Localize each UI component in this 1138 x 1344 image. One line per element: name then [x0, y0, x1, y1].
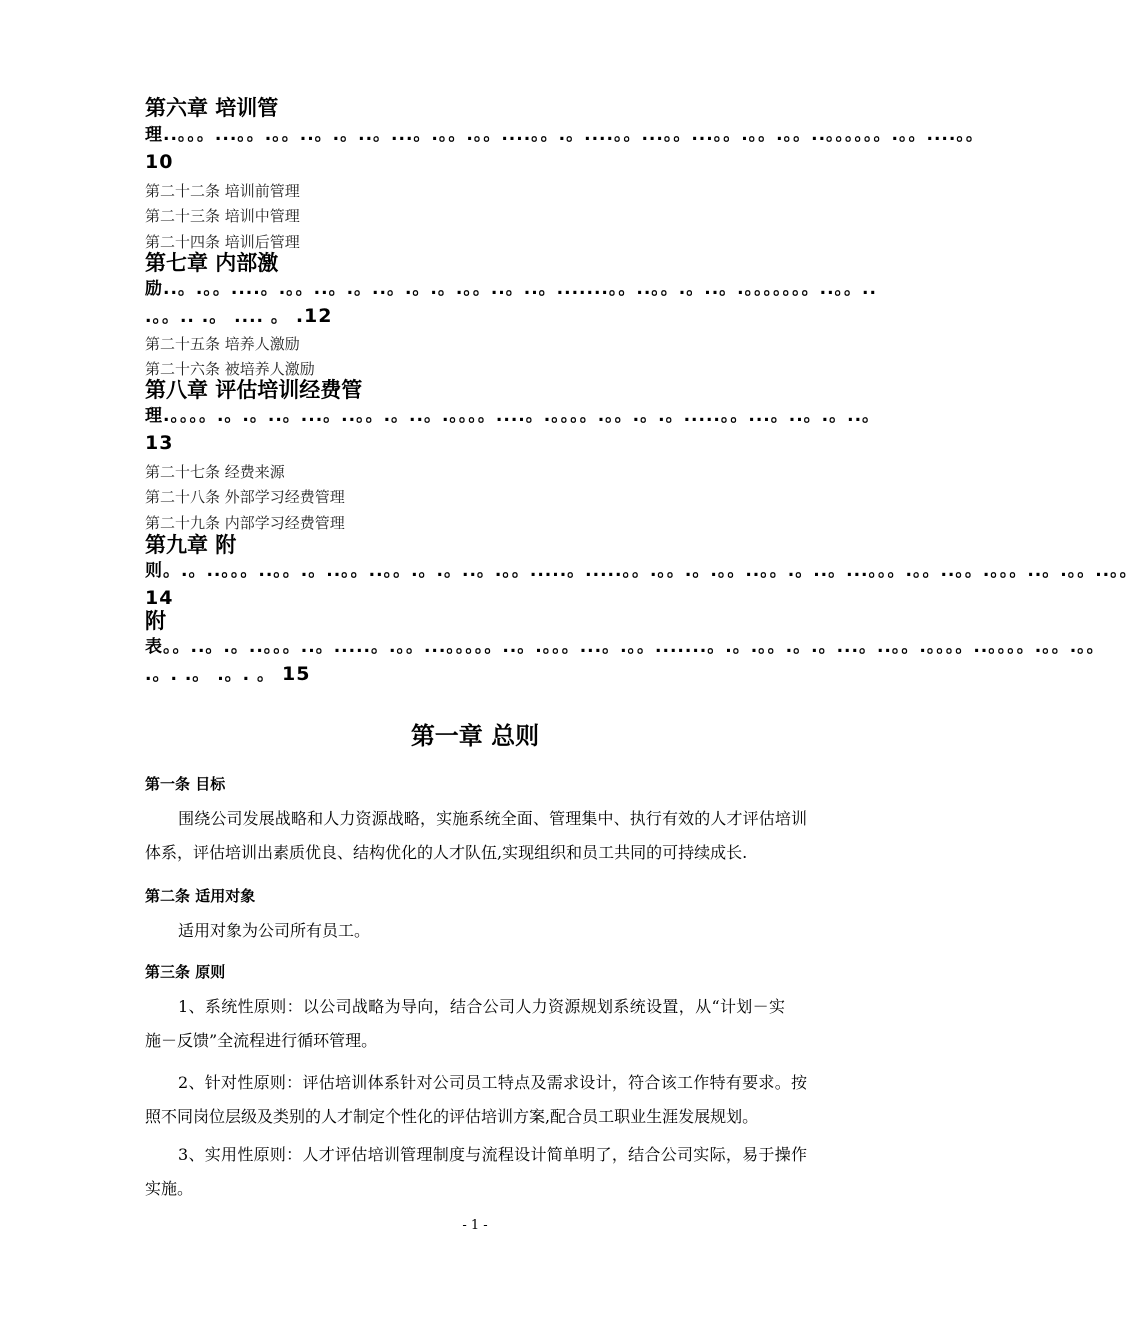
toc-page-number: 13: [145, 432, 174, 454]
article-paragraph: 围绕公司发展战略和人力资源战略，实施系统全面、管理集中、执行有效的人才评估培训体系，评估培训出素质优良、结构优化的人才队伍,实现组织和员工共同的可持续成长.: [145, 809, 807, 862]
toc-chapter-title: 附: [145, 609, 166, 633]
toc-article: 第二十二条 培训前管理: [145, 182, 300, 200]
toc-article: 第二十五条 培养人激励: [145, 335, 300, 353]
article-paragraph: 1、系统性原则：以公司战略为导向，结合公司人力资源规划系统设置，从“计划－实施－反馈”全流程进行循环管理。: [145, 997, 785, 1050]
article-paragraph: 2、针对性原则：评估培训体系针对公司员工特点及需求设计，符合该工作特有要求。按照不同岗位层级及类别的人才制定个性化的评估培训方案,配合员工职业生涯发展规划。: [145, 1073, 807, 1126]
toc-leader: 理.。。。。.。.。..。...。..。。.。..。.。。。。....。.。。。。.。。.。.。.....。。...。..。.。..。 13: [145, 406, 881, 454]
toc-article: 第二十三条 培训中管理: [145, 207, 300, 225]
toc-chapter-title: 第九章 附: [145, 533, 237, 557]
chapter-title: 第一章 总则: [410, 722, 540, 750]
page-number: - 1 -: [462, 1218, 488, 1233]
article-heading: 第二条 适用对象: [145, 887, 256, 905]
toc-article: 第二十四条 培训后管理: [145, 233, 300, 251]
article-paragraph: 适用对象为公司所有员工。: [178, 921, 371, 940]
article-heading: 第三条 原则: [145, 963, 226, 981]
toc-page-number: 15: [281, 663, 311, 685]
toc-article: 第二十七条 经费来源: [145, 463, 285, 481]
toc-page-number: 14: [145, 587, 174, 609]
toc-article: 第二十九条 内部学习经费管理: [145, 514, 345, 532]
toc-leader: 励..。.。。....。.。。..。.。..。.。.。.。。..。..。.......。。..。。.。..。.。。。。。。。..。。.. .。。.. .。 .... 。 .12: [145, 279, 877, 327]
toc-chapter-title: 第六章 培训管: [145, 96, 279, 120]
toc-article: 第二十八条 外部学习经费管理: [145, 488, 345, 506]
toc-chapter-title: 第八章 评估培训经费管: [145, 378, 363, 402]
article-heading: 第一条 目标: [145, 775, 226, 793]
toc-leader: 则。.。..。。。..。。.。..。。..。。.。.。..。.。。.....。.....。。.。。.。.。。..。。.。..。...。。。.。。..。。.。。。..。.。。..。。 14: [145, 561, 1138, 609]
toc-leader: 理..。。。...。。.。。..。.。..。...。.。。.。。....。。.。....。。...。。...。。.。。.。。..。。。。。。.。。....。。 10: [145, 125, 984, 173]
article-paragraph: 3、实用性原则：人才评估培训管理制度与流程设计简单明了，结合公司实际，易于操作实施。: [145, 1145, 807, 1198]
toc-page-number: 10: [145, 151, 174, 173]
toc-chapter-title: 第七章 内部激: [145, 251, 279, 275]
toc-page-number: .12: [295, 305, 333, 327]
toc-leader: 表。。..。.。..。。。..。.....。.。。...。。。。。..。.。。。...。.。。.......。.。.。。.。.。...。..。。.。。。。..。。。。.。。.。。 .。. .。 .。. 。 15: [145, 637, 1105, 685]
toc-article: 第二十六条 被培养人激励: [145, 360, 315, 378]
